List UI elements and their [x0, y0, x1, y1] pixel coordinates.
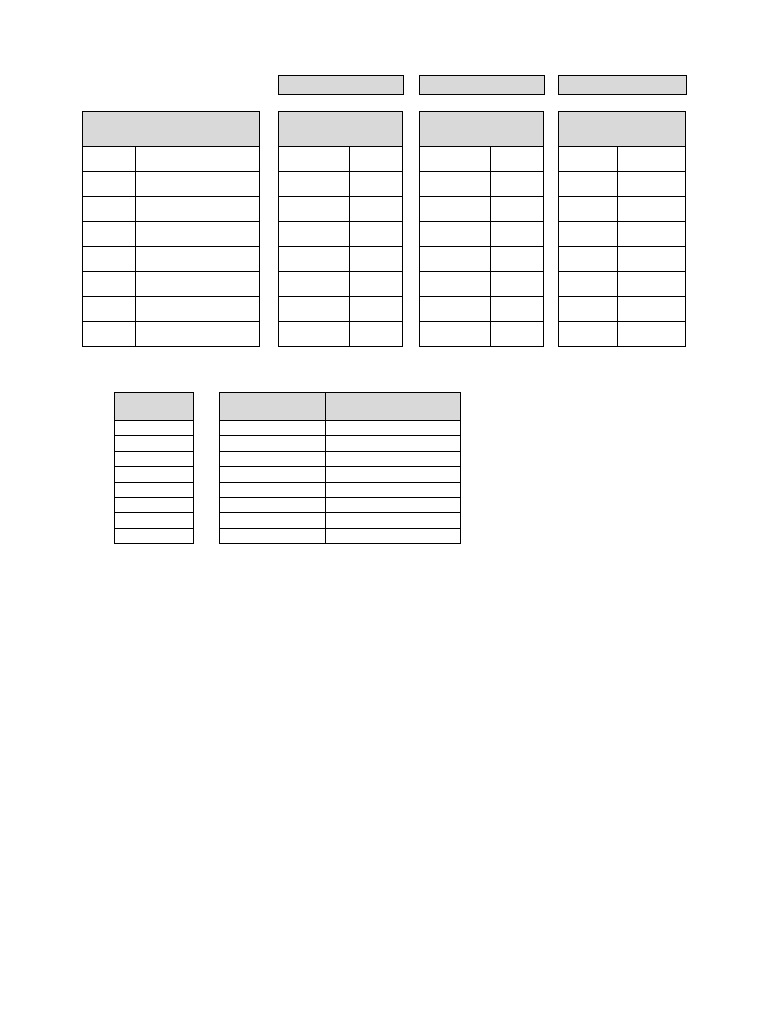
spanish-translation [491, 172, 544, 197]
spanish-translation [350, 322, 403, 347]
table-row [559, 247, 686, 272]
table-row [83, 147, 260, 172]
table-row [559, 222, 686, 247]
table-row [115, 421, 194, 436]
english-word [220, 497, 326, 512]
english-word [559, 197, 618, 222]
table-row [559, 147, 686, 172]
spanish-translation [618, 247, 686, 272]
english-word [420, 322, 491, 347]
table-row [420, 297, 544, 322]
spanish-translation [491, 147, 544, 172]
english-word [420, 222, 491, 247]
table-row [83, 172, 260, 197]
table-row [420, 322, 544, 347]
english-word [279, 222, 350, 247]
english-word [83, 172, 136, 197]
table-row [220, 482, 461, 497]
table-row [559, 272, 686, 297]
column-header [420, 112, 544, 147]
table-row [420, 272, 544, 297]
spanish-translation [326, 436, 461, 451]
table-row [220, 497, 461, 512]
spanish-translation [618, 197, 686, 222]
column-header [220, 393, 326, 421]
spanish-translation [618, 222, 686, 247]
english-word [279, 322, 350, 347]
personal-pronoun [115, 528, 194, 543]
spanish-translation [618, 272, 686, 297]
spanish-translation [491, 222, 544, 247]
english-word [279, 247, 350, 272]
english-word [83, 272, 136, 297]
english-word [83, 297, 136, 322]
table-row [83, 197, 260, 222]
english-word [420, 272, 491, 297]
top-table-object-pronouns [558, 111, 686, 347]
spanish-translation [350, 172, 403, 197]
table-row [559, 297, 686, 322]
spanish-translation [326, 451, 461, 466]
table-row [279, 297, 403, 322]
table-row [83, 247, 260, 272]
section-1-middle-table [219, 392, 461, 544]
personal-pronoun [115, 482, 194, 497]
spanish-translation [618, 172, 686, 197]
english-word [83, 322, 136, 347]
spanish-translation [136, 297, 260, 322]
english-word [220, 421, 326, 436]
spanish-translation [491, 197, 544, 222]
personal-pronoun [115, 421, 194, 436]
spanish-translation [618, 322, 686, 347]
top-table-possessive-pronouns [419, 111, 544, 347]
personal-pronoun [115, 513, 194, 528]
table-row [83, 322, 260, 347]
column-number-2 [419, 75, 545, 95]
spanish-translation [326, 421, 461, 436]
spanish-translation [136, 147, 260, 172]
column-number-1 [278, 75, 404, 95]
table-row [220, 467, 461, 482]
spanish-translation [136, 222, 260, 247]
spanish-translation [136, 247, 260, 272]
spanish-translation [350, 247, 403, 272]
english-word [420, 197, 491, 222]
english-word [420, 297, 491, 322]
english-word [279, 272, 350, 297]
english-word [220, 513, 326, 528]
column-header [115, 393, 194, 421]
table-row [279, 172, 403, 197]
table-row [115, 482, 194, 497]
english-word [559, 172, 618, 197]
table-row [420, 172, 544, 197]
top-table-possessive-determiners [278, 111, 403, 347]
english-word [220, 436, 326, 451]
spanish-translation [491, 272, 544, 297]
spanish-translation [350, 222, 403, 247]
english-word [83, 197, 136, 222]
english-word [559, 297, 618, 322]
table-row [420, 197, 544, 222]
spanish-translation [491, 247, 544, 272]
spanish-translation [618, 297, 686, 322]
english-word [220, 467, 326, 482]
table-row [83, 272, 260, 297]
personal-pronoun [115, 497, 194, 512]
table-row [559, 322, 686, 347]
spanish-translation [136, 197, 260, 222]
english-word [83, 247, 136, 272]
table-row [115, 497, 194, 512]
table-row [220, 436, 461, 451]
english-word [279, 172, 350, 197]
english-word [559, 272, 618, 297]
column-header [559, 112, 686, 147]
section-1-personal-table [114, 392, 194, 544]
english-word [220, 528, 326, 543]
spanish-translation [326, 482, 461, 497]
spanish-translation [350, 272, 403, 297]
personal-pronoun [115, 436, 194, 451]
table-row [279, 222, 403, 247]
spanish-translation [491, 322, 544, 347]
spanish-translation [326, 467, 461, 482]
personal-pronoun [115, 451, 194, 466]
table-row [115, 451, 194, 466]
spanish-translation [326, 528, 461, 543]
table-row [220, 513, 461, 528]
column-number-3 [558, 75, 687, 95]
english-word [279, 197, 350, 222]
column-header [279, 112, 403, 147]
column-header-spanish [326, 393, 461, 421]
table-row [420, 147, 544, 172]
english-word [83, 147, 136, 172]
spanish-translation [350, 297, 403, 322]
table-row [279, 272, 403, 297]
table-row [115, 513, 194, 528]
table-row [559, 197, 686, 222]
english-word [83, 222, 136, 247]
top-table-personal-pronouns [82, 111, 260, 347]
spanish-translation [491, 297, 544, 322]
english-word [220, 482, 326, 497]
table-row [115, 436, 194, 451]
english-word [279, 147, 350, 172]
spanish-translation [618, 147, 686, 172]
table-row [420, 247, 544, 272]
column-header [83, 112, 260, 147]
personal-pronoun [115, 467, 194, 482]
table-row [115, 528, 194, 543]
table-row [220, 528, 461, 543]
english-word [559, 322, 618, 347]
table-row [420, 222, 544, 247]
spanish-translation [350, 147, 403, 172]
english-word [559, 222, 618, 247]
table-row [220, 421, 461, 436]
table-row [279, 147, 403, 172]
table-row [559, 172, 686, 197]
spanish-translation [136, 322, 260, 347]
english-word [279, 297, 350, 322]
english-word [559, 247, 618, 272]
table-row [115, 467, 194, 482]
table-row [279, 247, 403, 272]
spanish-translation [326, 513, 461, 528]
table-row [83, 297, 260, 322]
table-row [83, 222, 260, 247]
table-row [279, 197, 403, 222]
table-row [220, 451, 461, 466]
english-word [420, 172, 491, 197]
english-word [559, 147, 618, 172]
spanish-translation [136, 272, 260, 297]
table-row [279, 322, 403, 347]
english-word [420, 247, 491, 272]
spanish-translation [136, 172, 260, 197]
spanish-translation [326, 497, 461, 512]
english-word [420, 147, 491, 172]
spanish-translation [350, 197, 403, 222]
english-word [220, 451, 326, 466]
